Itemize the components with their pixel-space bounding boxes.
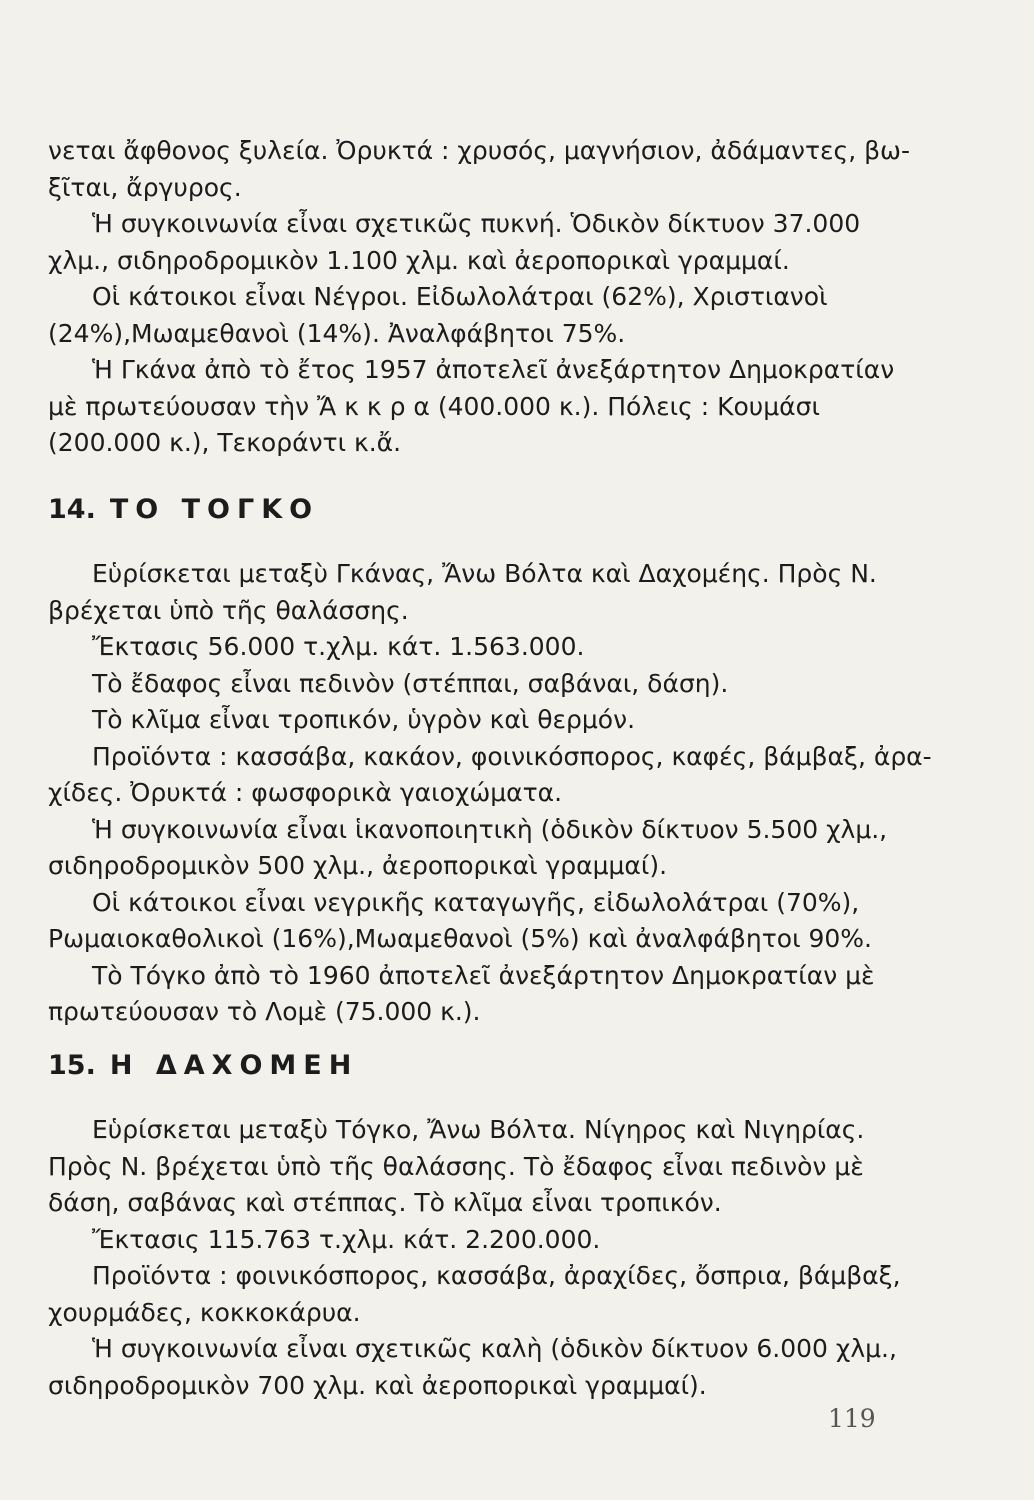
section-title: ΤΟ ΤΟΓΚΟ [109, 494, 320, 525]
text-line: χίδες. Ὀρυκτά : φωσφορικὰ γαιοχώματα. [48, 778, 563, 807]
text-line: (24%),Μωαμεθανοὶ (14%). Ἀναλφάβητοι 75%. [48, 318, 626, 348]
text-line: χουρμάδες, κοκκοκάρυα. [48, 1297, 361, 1327]
text-line: ξῖται, ἄργυρος. [48, 172, 242, 202]
section-togo-text [48, 556, 932, 1031]
intro-text [48, 133, 910, 462]
text-line: Εὑρίσκεται μεταξὺ Γκάνας, Ἄνω Βόλτα καὶ Δαχομέης. Πρὸς Ν. [92, 559, 877, 588]
text-line: δάση, σαβάνας καὶ στέππας. Τὸ κλῖμα εἶναι τροπικόν. [48, 1188, 722, 1217]
text-line: Ἔκτασις 115.763 τ.χλμ. κάτ. 2.200.000. [92, 1224, 601, 1254]
text-line: νεται ἄφθονος ξυλεία. Ὀρυκτά : χρυσός, μαγνήσιον, ἀδάμαντες, βω- [48, 136, 910, 165]
text-line: Οἱ κάτοικοι εἶναι νεγρικῆς καταγωγῆς, εἰδωλολάτραι (70%), [92, 887, 860, 917]
text-line: Τὸ Τόγκο ἀπὸ τὸ 1960 ἀποτελεῖ ἀνεξάρτητον Δημοκρατίαν μὲ [92, 960, 875, 990]
text-line: (200.000 κ.), Τεκοράντι κ.ἄ. [48, 428, 402, 457]
text-line: Προϊόντα : κασσάβα, κακάον, φοινικόσπορος, καφές, βάμβαξ, ἀρα- [92, 741, 932, 771]
page-number: 119 [828, 1404, 876, 1433]
section-title: Η ΔΑΧΟΜΕΗ [109, 1050, 359, 1081]
text-line: Ἡ συγκοινωνία εἶναι ἱκανοποιητικὴ (ὁδικὸν δίκτυον 5.500 χλμ., [92, 814, 888, 844]
text-line: Τὸ κλῖμα εἶναι τροπικόν, ὑγρὸν καὶ θερμόν. [92, 705, 636, 734]
section-number: 15. [48, 1050, 96, 1081]
section-dahomey-text [48, 1112, 901, 1404]
text-line: Τὸ ἔδαφος εἶναι πεδινὸν (στέππαι, σαβάναι, δάση). [92, 668, 729, 698]
text-line: χλμ., σιδηροδρομικὸν 1.100 χλμ. καὶ ἀεροπορικαὶ γραμμαί. [48, 245, 790, 275]
text-line: Ἡ συγκοινωνία εἶναι σχετικῶς καλὴ (ὁδικὸν δίκτυον 6.000 χλμ., [92, 1334, 897, 1363]
text-line: μὲ πρωτεύουσαν τὴν Ἄ κ κ ρ α (400.000 κ.). Πόλεις : Κουμάσι [48, 391, 820, 421]
text-line: Ρωμαιοκαθολικοὶ (16%),Μωαμεθανοὶ (5%) καὶ ἀναλφάβητοι 90%. [48, 924, 872, 953]
text-line: Προϊόντα : φοινικόσπορος, κασσάβα, ἀραχίδες, ὄσπρια, βάμβαξ, [92, 1261, 901, 1290]
text-line: σιδηροδρομικὸν 500 χλμ., ἀεροπορικαὶ γραμμαί). [48, 851, 668, 880]
text-line: Ἡ συγκοινωνία εἶναι σχετικῶς πυκνή. Ὁδικὸν δίκτυον 37.000 [92, 209, 861, 238]
section-heading-togo [48, 494, 319, 525]
text-line: Ἡ Γκάνα ἀπὸ τὸ ἔτος 1957 ἀποτελεῖ ἀνεξάρτητον Δημοκρατίαν [92, 355, 895, 384]
text-line: Ἔκτασις 56.000 τ.χλμ. κάτ. 1.563.000. [92, 632, 585, 661]
text-line: πρωτεύουσαν τὸ Λομὲ (75.000 κ.). [48, 997, 481, 1026]
section-number: 14. [48, 494, 96, 525]
text-line: σιδηροδρομικὸν 700 χλμ. καὶ ἀεροπορικαὶ γραμμαί). [48, 1370, 707, 1400]
section-heading-dahomey [48, 1050, 358, 1081]
text-line: Οἱ κάτοικοι εἶναι Νέγροι. Εἰδωλολάτραι (62%), Χριστιανοὶ [92, 282, 828, 311]
text-line: βρέχεται ὑπὸ τῆς θαλάσσης. [48, 595, 409, 625]
text-line: Πρὸς Ν. βρέχεται ὑπὸ τῆς θαλάσσης. Τὸ ἔδαφος εἶναι πεδινὸν μὲ [48, 1151, 864, 1181]
text-line: Εὑρίσκεται μεταξὺ Τόγκο, Ἄνω Βόλτα. Νίγηρος καὶ Νιγηρίας. [92, 1115, 865, 1144]
